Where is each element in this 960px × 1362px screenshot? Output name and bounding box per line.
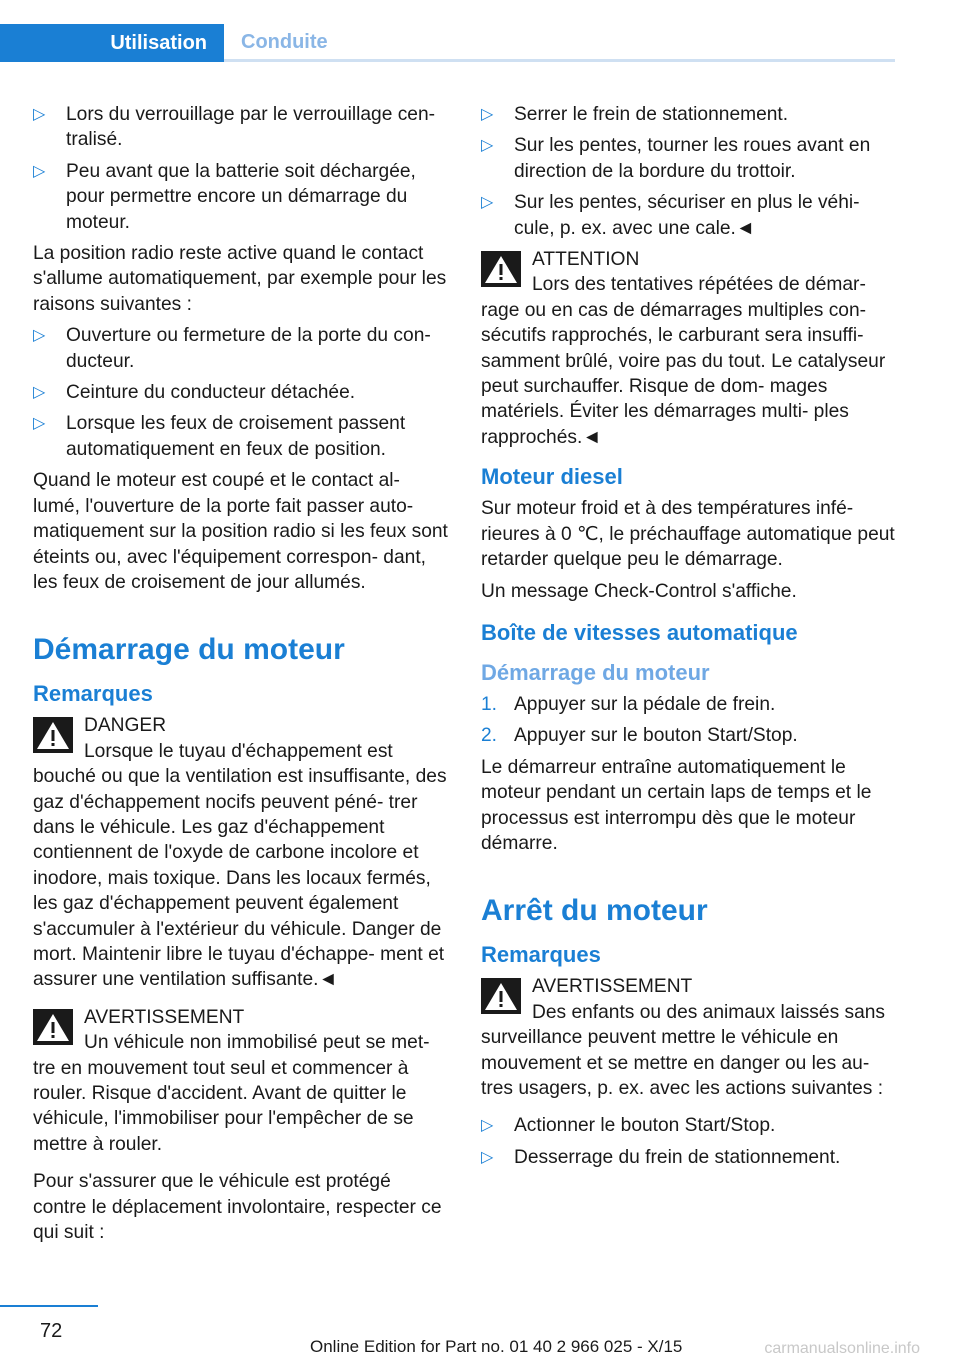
triangle-right-icon: ▷ (33, 327, 46, 345)
list-item: ▷ Ouverture ou fermeture de la porte du con‐ ducteur. (33, 325, 431, 372)
notice-text: tre en mouvement tout seul et commencer à rouler. Risque d'accident. Avant de quitter le véhicule, l'immobiliser pour l'empêcher de se mettre à rouler. (33, 1057, 414, 1155)
list-item: ▷ Desserrage du frein de stationnement. (481, 1145, 897, 1170)
list-item: ▷ Peu avant que la batterie soit déchargée, pour permettre encore un démarrage du moteur. (33, 160, 416, 233)
left-column (33, 102, 449, 1251)
list-item: ▷ Sur les pentes, sécuriser en plus le véhi‐ cule, p. ex. avec une cale.◄ (481, 192, 860, 239)
footer-divider (0, 1305, 98, 1307)
notice-text: Lorsque le tuyau d'échappement est (84, 740, 393, 762)
warning-triangle-icon (33, 1009, 73, 1045)
notice-text: Lors des tentatives répétées de démar‐ (532, 274, 866, 296)
warning-triangle-icon (481, 251, 521, 287)
right-column (481, 102, 897, 1176)
paragraph: Le démarreur entraîne automatiquement le moteur pendant un certain laps de temps et le processus est interrompu dès que le moteur démarre. (481, 756, 872, 854)
page-number: 72 (40, 1320, 63, 1342)
triangle-right-icon: ▷ (33, 415, 46, 433)
bullet-list (33, 102, 449, 235)
header-divider (224, 59, 895, 62)
notice-label: ATTENTION (532, 249, 640, 271)
triangle-right-icon: ▷ (481, 137, 494, 155)
paragraph: Pour s'assurer que le véhicule est protégé contre le déplacement involontaire, respecter ce qui suit : (33, 1171, 442, 1244)
notice-text: rage ou en cas de démarrages multiples con‐ sécutifs rapprochés, le carburant sera insuffi‐ samment brûlé, voire pas du tout. Le catalyseur peut surchauffer. Risque de dom‐ mages matériels. Éviter les démarrages multi‐ ples rapprochés.◄ (481, 299, 886, 448)
paragraph: La position radio reste active quand le contact s'allume automatiquement, par exemple pour les raisons suivantes : (33, 243, 447, 315)
bullet-list (481, 1113, 897, 1170)
list-item: 2. Appuyer sur le bouton Start/Stop. (481, 725, 798, 747)
edition-text: Online Edition for Part no. 01 40 2 966 025 - X/15 (310, 1337, 683, 1356)
section-title: Démarrage du moteur (33, 633, 345, 667)
warning-notice (481, 974, 897, 1101)
paragraph: Quand le moteur est coupé et le contact al‐ lumé, l'ouverture de la porte fait passer auto‐ matiquement sur la position radio si les feux sont éteints ou, avec l'équipement correspon‐ dant, les feux de croisement de jour allumés. (33, 470, 448, 593)
notice-label: AVERTISSEMENT (532, 976, 693, 998)
paragraph: Un message Check-Control s'affiche. (481, 580, 797, 602)
list-item: ▷ Lorsque les feux de croisement passent automatiquement en feux de position. (33, 413, 406, 460)
list-item: ▷ Serrer le frein de stationnement. (481, 102, 897, 127)
bullet-list (481, 102, 897, 241)
notice-text: Un véhicule non immobilisé peut se met‐ (84, 1032, 430, 1054)
triangle-right-icon: ▷ (33, 162, 46, 180)
paragraph: Sur moteur froid et à des températures infé‐ rieures à 0 ℃, le préchauffage automatique peut retarder quelque peu le démarrage. (481, 498, 895, 571)
list-item: ▷ Sur les pentes, tourner les roues avant en direction de la bordure du trottoir. (481, 135, 871, 182)
list-item: ▷ Ceinture du conducteur détachée. (33, 380, 449, 405)
subsubsection-title: Démarrage du moteur (481, 659, 710, 685)
page-header (0, 0, 895, 62)
notice-label: DANGER (84, 715, 167, 737)
section-title: Arrêt du moteur (481, 894, 708, 928)
warning-triangle-icon (33, 717, 73, 753)
tab-conduite[interactable]: Conduite (241, 30, 328, 53)
numbered-list (481, 692, 897, 749)
warning-notice (33, 1005, 449, 1157)
notice-label: AVERTISSEMENT (84, 1006, 245, 1028)
triangle-right-icon: ▷ (33, 384, 46, 402)
tab-utilisation[interactable]: Utilisation (0, 24, 224, 62)
notice-text: surveillance peuvent mettre le véhicule en mouvement et se mettre en danger ou les au‐ tres usagers, p. ex. avec les actions suivantes : (481, 1027, 884, 1099)
list-item: ▷ Actionner le bouton Start/Stop. (481, 1113, 897, 1138)
list-item: ▷ Lors du verrouillage par le verrouillage cen‐ tralisé. (33, 104, 436, 151)
notice-text: Des enfants ou des animaux laissés sans (532, 1001, 886, 1023)
triangle-right-icon: ▷ (481, 194, 494, 212)
subsection-title: Boîte de vitesses automatique (481, 619, 798, 645)
watermark: carmanualsonline.info (764, 1340, 920, 1357)
triangle-right-icon: ▷ (33, 106, 46, 123)
bullet-list (33, 323, 449, 462)
subsection-title: Remarques (33, 681, 153, 707)
subsection-title: Remarques (481, 942, 601, 968)
triangle-right-icon: ▷ (481, 1117, 494, 1135)
triangle-right-icon: ▷ (481, 106, 494, 123)
attention-notice (481, 247, 897, 450)
danger-notice (33, 713, 449, 992)
subsection-title: Moteur diesel (481, 464, 623, 490)
warning-triangle-icon (481, 978, 521, 1014)
list-item: 1. Appuyer sur la pédale de frein. (481, 693, 776, 715)
triangle-right-icon: ▷ (481, 1148, 494, 1166)
notice-text: bouché ou que la ventilation est insuffisante, des gaz d'échappement nocifs peuvent péné‐ trer dans le véhicule. Les gaz d'échappement contiennent de l'oxyde de carbone incolore et inodore, mais toxique. Dans les locaux fermés, les gaz d'échappement peuvent également s'accumuler à l'extérieur du véhicule. Danger de mort. Maintenir libre le tuyau d'échappe‐ ment et assurer une ventilation suffisante.◄ (33, 766, 447, 991)
